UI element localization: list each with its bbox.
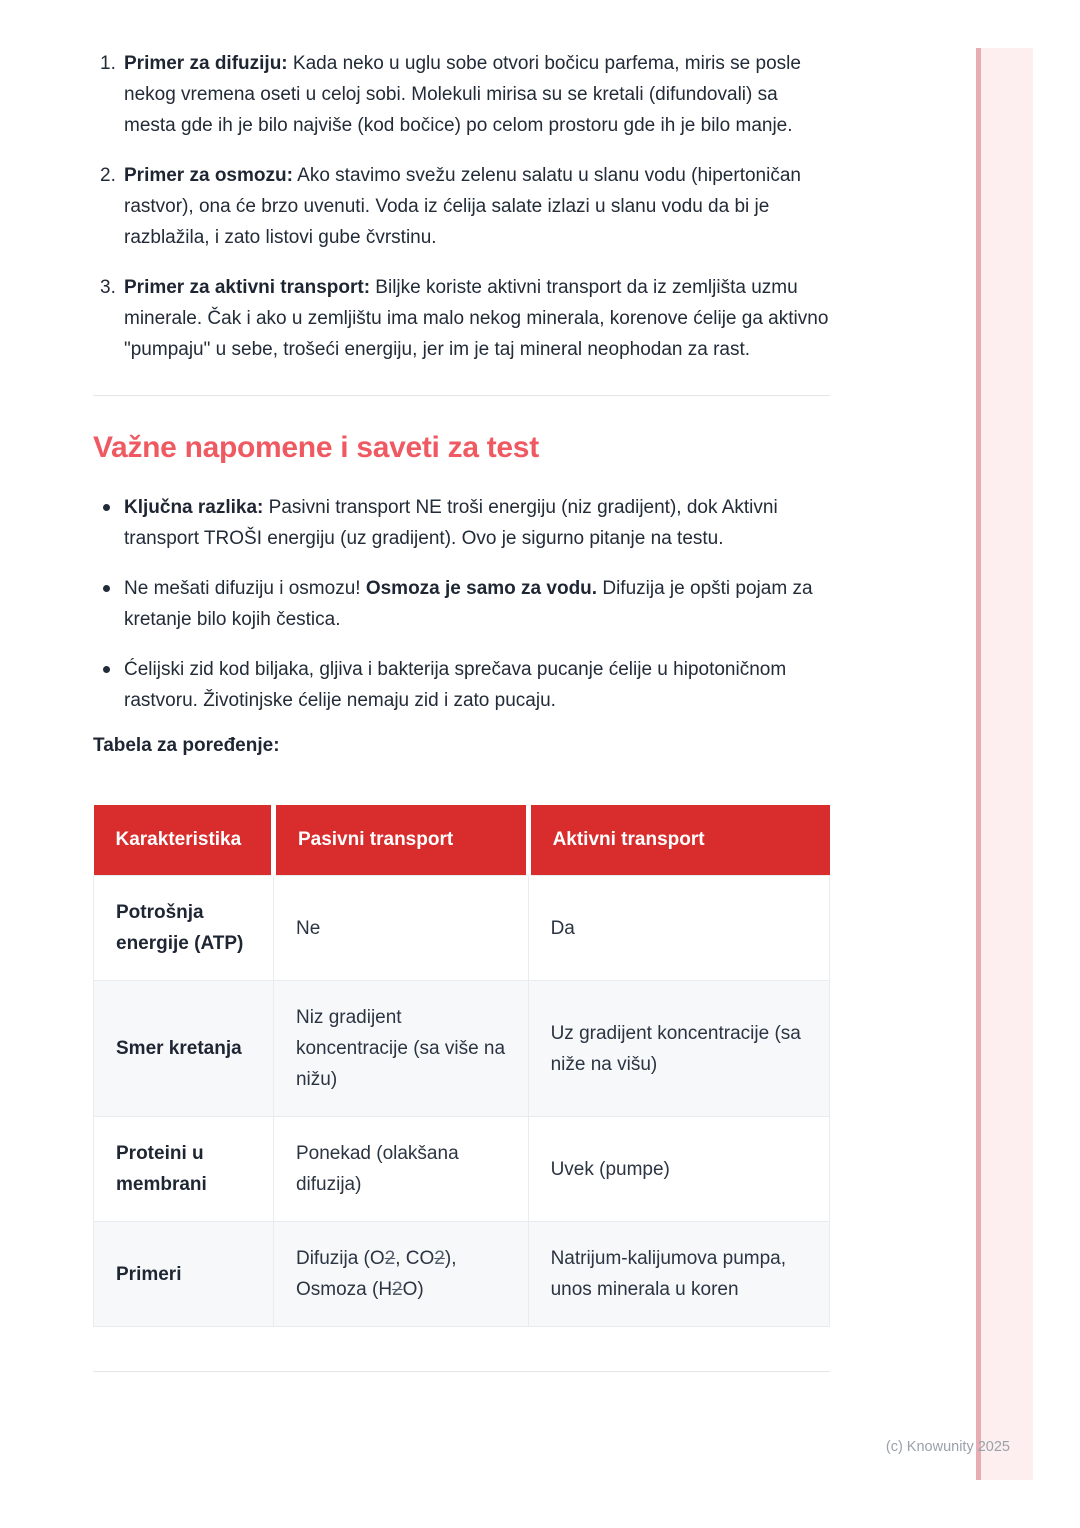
table-row — [94, 1117, 830, 1222]
list-number: 3. — [100, 277, 116, 298]
struck-subscript: 2 — [434, 1248, 445, 1269]
table-header-row — [94, 805, 830, 876]
list-item-text — [124, 492, 830, 554]
list-item — [93, 160, 830, 253]
list-item-text — [124, 654, 830, 716]
table-row — [94, 1222, 830, 1327]
formula-text: Difuzija (O — [295, 1248, 385, 1269]
item-body: Biljke koriste aktivni transport da iz zemljišta uzmu minerale. Čak i ako u zemljištu ima malo nekog minerala, korenove ćelije ga aktivno "pumpaju" u sebe, trošeći energiju, jer im je taj mineral neophodan za rast. — [124, 277, 829, 360]
copyright-watermark: (c) Knowunity 2025 — [885, 1439, 1010, 1455]
row-feature: Smer kretanja — [94, 981, 274, 1117]
table-row — [94, 876, 830, 981]
comparison-table — [93, 805, 830, 1327]
bullet-text-post: Pasivni transport NE troši energiju (niz gradijent), dok Aktivni transport TROŠI energiju (uz gradijent). Ovo je sigurno pitanje na testu. — [124, 497, 778, 549]
bullet-text-bold: Osmoza je samo za vodu. — [365, 578, 598, 599]
cell-passive: Niz gradijent koncentracije (sa više na nižu) — [273, 981, 528, 1117]
list-item-text — [124, 272, 830, 365]
content-column — [93, 0, 830, 1372]
column-header: Pasivni transport — [273, 805, 528, 876]
list-item — [93, 654, 830, 716]
cell-active: Uz gradijent koncentracije (sa niže na višu) — [528, 981, 829, 1117]
list-item — [93, 573, 830, 635]
cell-active: Da — [528, 876, 829, 981]
list-item-text — [124, 48, 830, 141]
bullet-text-bold: Ključna razlika: — [124, 497, 264, 518]
cell-passive: Ne — [273, 876, 528, 981]
section-divider — [93, 395, 830, 396]
list-item — [93, 48, 830, 141]
row-feature: Primeri — [94, 1222, 274, 1327]
row-feature: Proteini u membrani — [94, 1117, 274, 1222]
list-item — [93, 272, 830, 365]
formula-text: ), Osmoza (H — [295, 1248, 457, 1300]
item-label: Primer za difuziju: — [124, 53, 288, 74]
examples-list — [93, 48, 830, 365]
item-body: Kada neko u uglu sobe otvori bočicu parfema, miris se posle nekog vremena oseti u celoj sobi. Molekuli mirisa su se kretali (difundovali) sa mesta gde ih je bilo najviše (kod bočice) po celom prostoru gde ih je bilo manje. — [124, 53, 801, 136]
cell-passive-examples — [273, 1222, 528, 1327]
item-label: Primer za aktivni transport: — [124, 277, 371, 298]
notes-list — [93, 492, 830, 716]
cell-active: Natrijum-kalijumova pumpa, unos minerala u koren — [528, 1222, 829, 1327]
struck-subscript: 2 — [384, 1248, 396, 1269]
bullet-icon — [103, 585, 110, 592]
item-label: Primer za osmozu: — [124, 165, 293, 186]
cell-passive: Ponekad (olakšana difuzija) — [273, 1117, 528, 1222]
bullet-text-post: Difuzija je opšti pojam za kretanje bilo kojih čestica. — [124, 578, 813, 630]
item-body: Ako stavimo svežu zelenu salatu u slanu vodu (hipertoničan rastvor), ona će brzo uvenuti. Voda iz ćelija salate izlazi u slanu vodu da bi je razblažila, i zato listovi gube čvrstinu. — [124, 165, 801, 248]
list-item-text — [124, 573, 830, 635]
formula-text: , CO — [395, 1248, 435, 1269]
table-label: Tabela za poređenje: — [93, 735, 280, 756]
list-number: 2. — [100, 165, 116, 186]
footer-divider — [93, 1371, 830, 1372]
table-row — [94, 981, 830, 1117]
list-item-text — [124, 160, 830, 253]
column-header: Karakteristika — [94, 805, 274, 876]
bullet-text-pre: Ne mešati difuziju i osmozu! — [124, 578, 366, 599]
section-heading: Važne napomene i saveti za test — [93, 431, 539, 464]
formula-text: O) — [402, 1279, 424, 1300]
bullet-text-post: Ćelijski zid kod biljaka, gljiva i bakterija sprečava pucanje ćelije u hipotoničnom rastvoru. Životinjske ćelije nemaju zid i zato pucaju. — [124, 659, 787, 711]
column-header: Aktivni transport — [528, 805, 829, 876]
page-edge-decoration — [976, 48, 1033, 1480]
bullet-icon — [103, 666, 110, 673]
bullet-icon — [103, 504, 110, 511]
struck-subscript: 2 — [392, 1279, 403, 1300]
row-feature: Potrošnja energije (ATP) — [94, 876, 274, 981]
cell-active: Uvek (pumpe) — [528, 1117, 829, 1222]
list-item — [93, 492, 830, 554]
list-number: 1. — [100, 53, 116, 74]
